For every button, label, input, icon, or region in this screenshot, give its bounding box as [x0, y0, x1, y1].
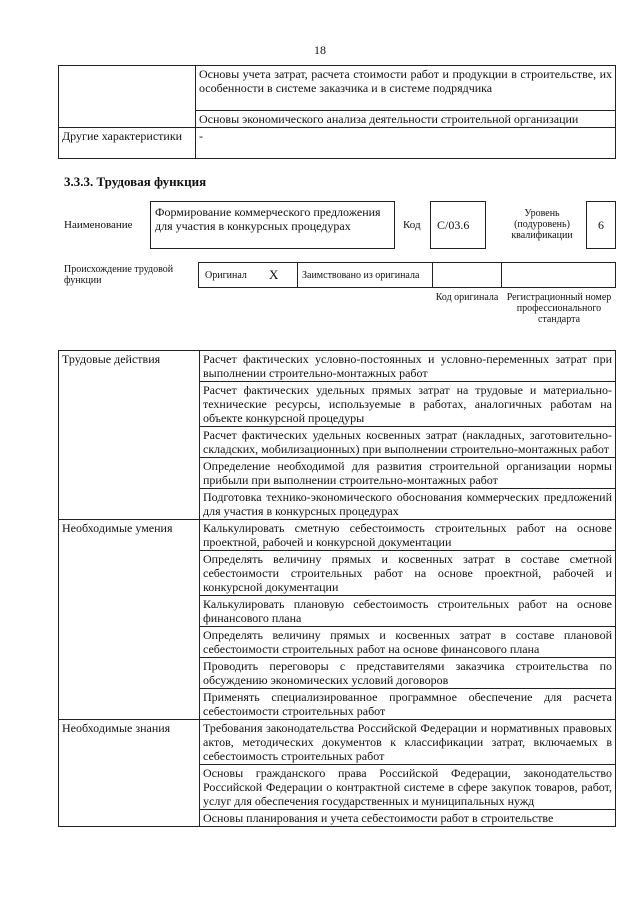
name-label: Наименование [64, 219, 133, 231]
table-cell: Определять величину прямых и косвенных затрат в составе сметной себестоимости строительных работ на основе проектной, рабочей и конкурсной документации [200, 551, 616, 596]
qualification-level: 6 [586, 201, 616, 249]
function-code: С/03.6 [430, 201, 486, 249]
main-table [58, 350, 616, 827]
table-cell: Расчет фактических удельных косвенных затрат (накладных, заготовительно-складских, мобилизационных) при выполнении строительно-монтажных работ [200, 427, 616, 458]
table-cell: Калькулировать сметную себестоимость строительных работ на основе проектной, рабочей и конкурсной документации [200, 520, 616, 551]
table-cell: Расчет фактических условно-постоянных и условно-переменных затрат при выполнении строительно-монтажных работ [200, 351, 616, 382]
table-cell: - [196, 128, 616, 159]
original-label: Оригинал [205, 270, 247, 281]
row-label: Необходимые знания [59, 720, 200, 827]
level-label: Уровень (подуровень) квалификации [511, 208, 573, 241]
table-cell: Калькулировать плановую себестоимость строительных работ на основе финансового плана [200, 596, 616, 627]
table-cell: Подготовка технико-экономического обоснования коммерческих предложений для участия в конкурсных процедурах [200, 489, 616, 520]
table-cell: Проводить переговоры с представителями заказчика строительства по обсуждению экономических условий договоров [200, 658, 616, 689]
row-label: Трудовые действия [59, 351, 200, 520]
original-mark: X [269, 267, 279, 282]
table-row [59, 520, 616, 551]
origin-label: Происхождение трудовой функции [64, 264, 174, 286]
table-cell: Расчет фактических удельных прямых затрат на трудовые и материально-технические ресурсы, используемые в работах, аналогичных работам на объекте конкурсной процедуры [200, 382, 616, 427]
table-row [59, 720, 616, 765]
table-row [59, 128, 616, 159]
table-cell: Определять величину прямых и косвенных затрат в составе плановой себестоимости строительных работ на основе финансового плана [200, 627, 616, 658]
borrowed-cell [297, 262, 433, 288]
origin-code-cell [432, 262, 502, 288]
row-label [59, 66, 196, 128]
table-cell: Применять специализированное программное обеспечение для расчета себестоимости строительных работ [200, 689, 616, 720]
table-cell: Основы учета затрат, расчета стоимости работ и продукции в строительстве, их особенности в системе заказчика и в системе подрядчика [196, 66, 616, 111]
table-cell: Основы планирования и учета себестоимости работ в строительстве [200, 810, 616, 827]
reg-number-caption: Регистрационный номер профессионального стандарта [506, 292, 612, 325]
original-cell [198, 262, 298, 288]
table-cell: Определение необходимой для развития строительной организации нормы прибыли при выполнении строительно-монтажных работ [200, 458, 616, 489]
borrowed-label: Заимствовано из оригинала [302, 270, 420, 281]
origin-code-caption: Код оригинала [435, 292, 499, 303]
table-row [59, 66, 616, 111]
top-table [58, 65, 616, 159]
table-cell: Требования законодательства Российской Федерации и нормативных правовых актов, методических документов к классификации затрат, включаемых в себестоимость строительных работ [200, 720, 616, 765]
section-heading: 3.3.3. Трудовая функция [64, 174, 207, 189]
table-cell: Основы гражданского права Российской Федерации, законодательство Российской Федерации о контрактной системе в сфере закупок товаров, работ, услуг для обеспечения государственных и муниципальных нужд [200, 765, 616, 810]
row-label: Необходимые умения [59, 520, 200, 720]
function-name: Формирование коммерческого предложения для участия в конкурсных процедурах [150, 201, 395, 249]
row-label: Другие характеристики [59, 128, 196, 159]
code-label: Код [403, 219, 421, 231]
table-row [59, 351, 616, 382]
table-cell: Основы экономического анализа деятельности строительной организации [196, 111, 616, 128]
page-number: 18 [314, 43, 326, 57]
reg-number-cell [501, 262, 616, 288]
